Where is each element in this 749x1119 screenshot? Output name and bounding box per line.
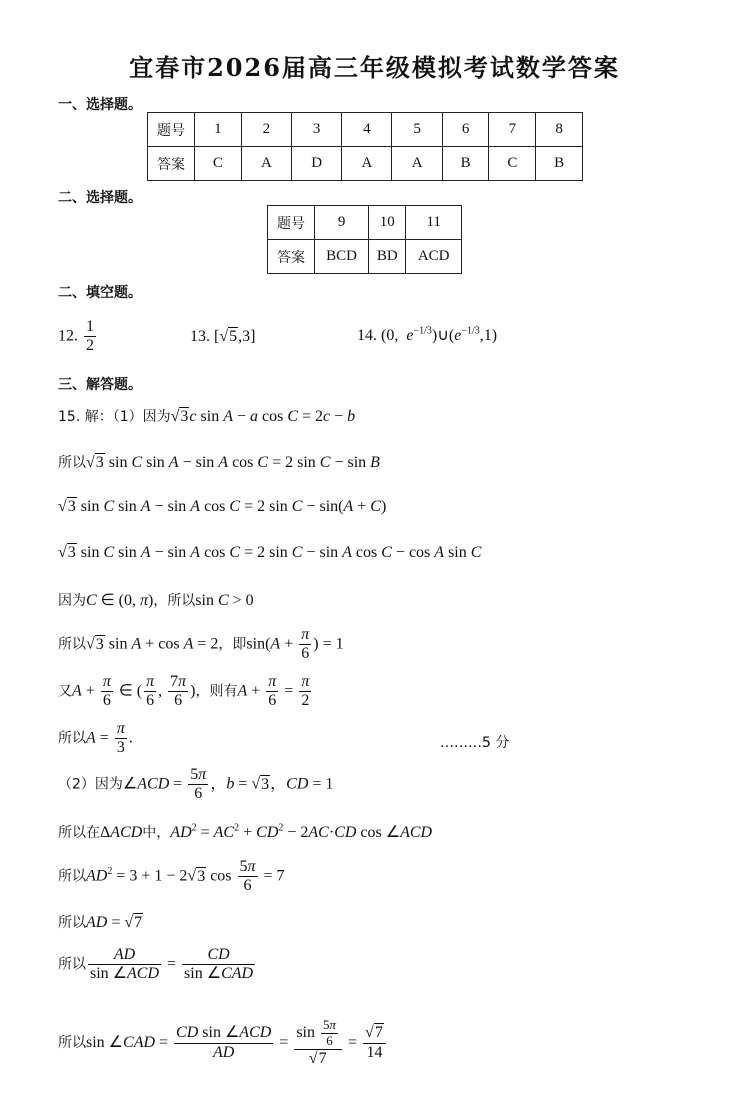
table1-answer-8: B: [536, 147, 583, 181]
table2-header-label: 题号: [268, 206, 315, 240]
table2-answer-11: ACD: [406, 240, 462, 274]
q15-line-8: 所以A = $\frac{\pi}{3}$ .: [58, 720, 133, 757]
q15-line-2: 所以√3 sin C sin A − sin A cos C = 2 sin C − sin B: [58, 454, 380, 471]
table1-question-5: 5: [392, 113, 442, 147]
table1-answer-1: C: [195, 147, 242, 181]
q15-line-12: 所以AD = √7: [58, 914, 143, 931]
table1-answer-label: 答案: [148, 147, 195, 181]
table1-question-7: 7: [489, 113, 536, 147]
section-multi-select: 二、选择题。: [58, 190, 142, 206]
table2-question-10: 10: [369, 206, 406, 240]
table1-answer-7: C: [489, 147, 536, 181]
q15-line-13: 所以 $\frac{AD}{\text{sin ∠ACD}}$ = $\frac{CD}{\text{sin ∠CAD}}$: [58, 946, 254, 983]
q15-line-14: 所以sin ∠CAD = $\frac{\text{CD sin ∠ACD}}{AD}$ = sin $\frac{5\pi}{6}$ √7 = $\frac{√7}{14}$: [58, 1018, 388, 1068]
q15-line-3: √3 sin C sin A − sin A cos C = 2 sin C − sin(A + C): [58, 498, 387, 515]
q15-line-1: 15. 解：（1）因为√3c sin A − a cos C = 2c − b: [58, 408, 356, 425]
q15-line-6: 所以√3 sin A + cos A = 2，即sin(A + $\frac{\pi}{6}$ ) = 1: [58, 626, 344, 663]
q15-line-5: 因为C ∈ (0, π)，所以sin C > 0: [58, 592, 254, 609]
answer-12: 12. $\frac{1}{2}$: [58, 318, 94, 355]
table2-question-9: 9: [315, 206, 369, 240]
table1-answer-2: A: [241, 147, 291, 181]
q15-line-9: （2）因为∠ACD = $\frac{5\pi}{6}$ ，b = √3，CD = 1: [58, 766, 334, 803]
table2-answer-10: BD: [369, 240, 406, 274]
page-title: 宜春市2026届高三年级模拟考试数学答案: [129, 53, 620, 82]
answer-table-2: [267, 205, 462, 274]
section-fill-in: 二、填空题。: [58, 285, 142, 301]
table1-answer-5: A: [392, 147, 442, 181]
table1-header-label: 题号: [148, 113, 195, 147]
table1-answer-6: B: [442, 147, 489, 181]
q15-line-4: √3 sin C sin A − sin A cos C = 2 sin C − sin A cos C − cos A sin C: [58, 544, 482, 561]
answer-14: 14. (0, $e^{-1/3})\cup(e^{-1/3},1)$: [357, 325, 498, 344]
answer-table-1: [147, 112, 583, 181]
table1-question-2: 2: [241, 113, 291, 147]
q15-score-mark: ………5 分: [440, 735, 510, 751]
table1-question-4: 4: [342, 113, 392, 147]
table2-answer-label: 答案: [268, 240, 315, 274]
q15-line-10: 所以在ΔACD中，$AD^2 = AC^2 + CD^2 - 2AC\cdot CD$ cos ∠ACD: [58, 822, 433, 841]
table1-question-3: 3: [291, 113, 341, 147]
table1-question-8: 8: [536, 113, 583, 147]
table1-question-1: 1: [195, 113, 242, 147]
table1-question-6: 6: [442, 113, 489, 147]
q15-line-11: 所以$AD^2 = 3 + 1 - 2√3$ cos $\frac{5\pi}{6}$ = 7: [58, 858, 285, 895]
table1-answer-3: D: [291, 147, 341, 181]
table2-question-11: 11: [406, 206, 462, 240]
answer-13: 13. [√5,3]: [190, 328, 256, 345]
q15-line-7: 又A + $\frac{\pi}{6}$ ∈ ( $\frac{\pi}{6}$ , $\frac{7\pi}{6}$ )，则有A + $\frac{\pi}{6}$ = $\frac{\pi}{2}$: [58, 673, 310, 710]
section-multiple-choice: 一、选择题。: [58, 97, 142, 113]
table1-answer-4: A: [342, 147, 392, 181]
section-solutions: 三、解答题。: [58, 377, 142, 393]
table2-answer-9: BCD: [315, 240, 369, 274]
